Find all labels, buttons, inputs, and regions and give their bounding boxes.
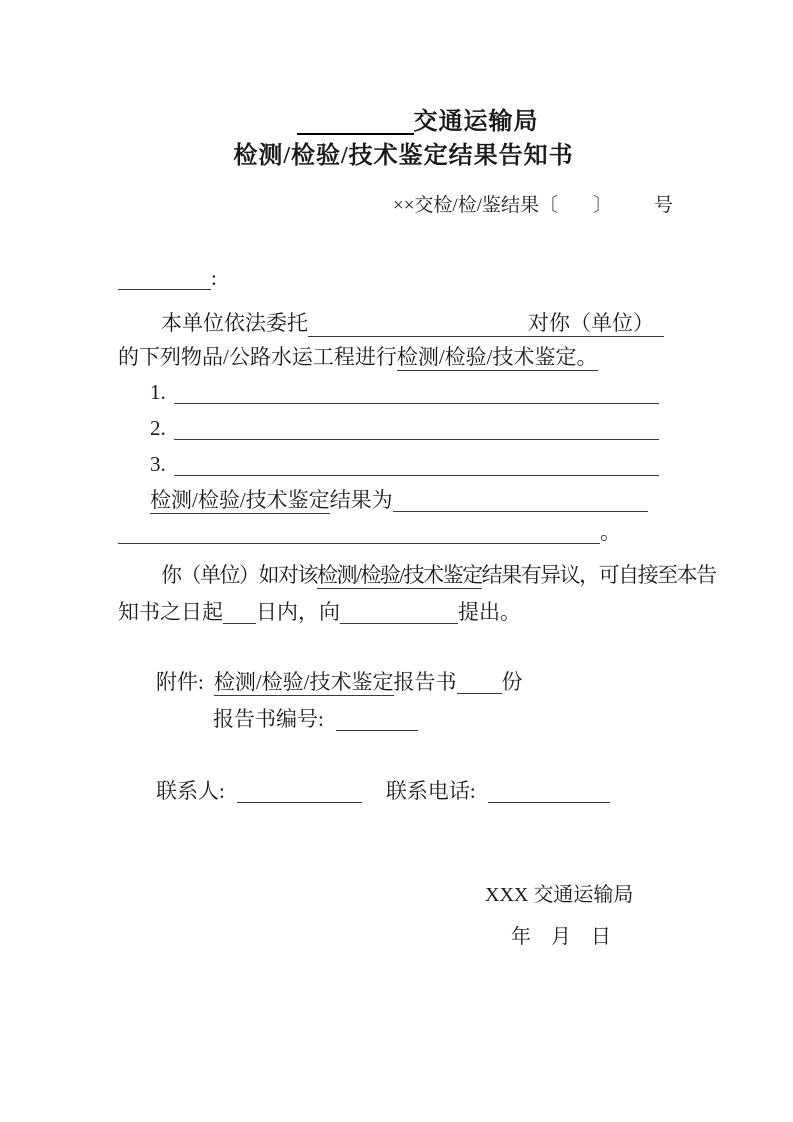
result-normal-text: 结果为 [329,488,393,512]
p2-line2-end-text: 提出。 [458,600,521,624]
item-2-blank [174,417,659,440]
signature-date: 年 月 日 [511,926,611,948]
doc-number-year-gap [558,210,593,211]
signature-org: XXX 交通运输局 [485,884,634,906]
attachment-unit-text: 份 [501,670,523,694]
contact-line [156,776,610,806]
trailing-underline-gap [654,329,664,330]
report-number-label: 报告书编号: [213,707,324,731]
paragraph1-line1 [161,308,664,338]
appeal-target-blank [340,601,458,624]
contact-phone-spacer [476,797,488,798]
p2-line2-mid-text: 日内，向 [256,600,340,624]
contact-person-spacer [225,797,237,798]
doc-title: 检测/检验/技术鉴定结果告知书 [233,143,574,169]
p1-line2-underlined-text: 检测/检验/技术鉴定。 [396,345,598,369]
entrusted-agency-field [308,311,664,337]
result-continuation-line [118,517,621,547]
p1-line2-text: 的下列物品/公路水运工程进行 [118,345,397,369]
doc-number-serial-gap [612,210,654,211]
list-item-1 [150,377,659,407]
bracket-open: 〔 [539,195,559,216]
result-line [150,485,648,515]
p2-lead-text: 你（单位）如对该 [161,563,317,587]
list-item-2 [150,413,659,443]
bureau-title-line [0,105,793,139]
p2-after-text: 结果有异议，可自接至本告 [481,563,716,587]
result-continuation-blank [118,521,600,544]
recipient-blank [118,267,211,290]
list-item-3 [150,449,659,479]
contact-phone-blank [488,780,610,803]
item-3-spacer [166,470,174,471]
item-1-number: 1. [150,380,166,404]
item-2-spacer [166,434,174,435]
copies-count-blank [457,671,502,694]
contact-person-blank [237,780,362,803]
result-period: 。 [600,520,621,544]
contact-person-label: 联系人: [156,779,225,803]
p2-underlined-text: 检测/检验/技术鉴定 [317,563,482,587]
attachment-report-text: 报告书 [393,670,457,694]
signature-org-line [485,880,633,910]
item-1-spacer [166,398,174,399]
result-underlined-text: 检测/检验/技术鉴定 [150,488,330,512]
bracket-close: 〕 [593,195,613,216]
report-number-blank [336,708,418,731]
p2-line2-start-text: 知书之日起 [118,600,223,624]
doc-title-line [0,139,793,173]
days-blank [223,601,256,624]
p1-after-blank-text: 对你（单位） [528,311,654,335]
contact-phone-label: 联系电话: [385,779,476,803]
bureau-name-blank [297,109,414,135]
paragraph2-line2 [118,597,521,627]
salutation-colon: : [211,266,217,290]
doc-number-prefix: ××交检/检/鉴结果 [393,195,539,216]
paragraph2-line1 [161,560,716,590]
entrusted-agency-blank [308,329,528,330]
p1-lead-text: 本单位依法委托 [161,311,308,335]
signature-date-line [511,922,611,952]
paragraph1-line2 [118,342,598,372]
item-2-number: 2. [150,416,166,440]
attachment-label-spacer [204,688,214,689]
item-3-number: 3. [150,452,166,476]
contact-group-gap [362,797,386,798]
attachment-label: 附件: [156,670,204,694]
item-3-blank [174,453,659,476]
salutation-line [118,263,217,293]
doc-number-suffix: 号 [654,195,674,216]
attachment-line [156,667,523,697]
attachment-underlined-text: 检测/检验/技术鉴定 [213,670,394,694]
bureau-title: 交通运输局 [413,109,539,135]
item-1-blank [174,381,659,404]
doc-number-line [393,191,673,221]
report-number-line [213,704,418,734]
report-number-spacer [324,725,336,726]
result-blank [393,489,648,512]
